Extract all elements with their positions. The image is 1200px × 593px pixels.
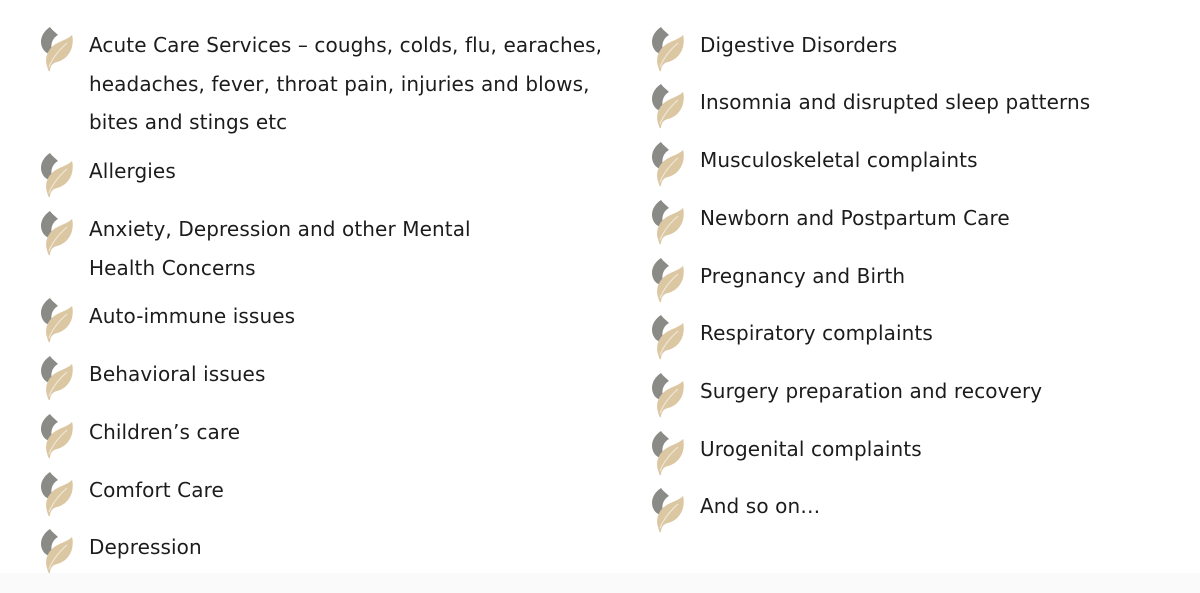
list-item-label: Respiratory complaints — [700, 321, 933, 345]
leaf-flame-icon — [649, 487, 685, 533]
leaf-flame-icon — [38, 355, 74, 401]
list-item-label: Surgery preparation and recovery — [700, 379, 1043, 403]
list-item — [38, 471, 629, 510]
list-item — [649, 372, 1200, 411]
leaf-flame-icon — [649, 257, 685, 303]
leaf-flame-icon — [38, 297, 74, 343]
leaf-flame-icon — [38, 26, 74, 72]
list-item-label: Allergies — [89, 159, 176, 183]
list-item — [38, 528, 629, 567]
leaf-flame-icon — [649, 430, 685, 476]
list-item — [38, 355, 629, 394]
list-item-label: Digestive Disorders — [700, 33, 898, 57]
list-item-label: Depression — [89, 535, 202, 559]
list-item-label: Acute Care Services – coughs, colds, flu, earaches, headaches, fever, throat pain, injuries and blows, bites and stings etc — [89, 33, 603, 134]
list-item-label: Auto-immune issues — [89, 304, 296, 328]
leaf-flame-icon — [649, 83, 685, 129]
leaf-flame-icon — [649, 141, 685, 187]
list-item — [649, 199, 1200, 238]
list-item-label: Children’s care — [89, 420, 241, 444]
leaf-flame-icon — [38, 413, 74, 459]
list-item — [649, 83, 1200, 122]
list-item-label: Behavioral issues — [89, 362, 266, 386]
list-item-label: Newborn and Postpartum Care — [700, 206, 1010, 230]
list-item — [38, 210, 629, 287]
list-item — [38, 413, 629, 452]
list-item — [649, 314, 1200, 353]
list-item-label: Pregnancy and Birth — [700, 264, 906, 288]
page-bottom-band — [0, 573, 1200, 593]
leaf-flame-icon — [649, 314, 685, 360]
list-item — [649, 487, 1200, 526]
leaf-flame-icon — [38, 528, 74, 574]
list-item — [649, 430, 1200, 469]
list-item — [649, 26, 1200, 65]
leaf-flame-icon — [38, 152, 74, 198]
list-item — [649, 257, 1200, 296]
list-item-label: Musculoskeletal complaints — [700, 148, 978, 172]
list-item — [38, 26, 629, 142]
list-item — [649, 141, 1200, 180]
list-item — [38, 297, 629, 336]
leaf-flame-icon — [649, 26, 685, 72]
list-item-label: And so on… — [700, 494, 821, 518]
leaf-flame-icon — [649, 199, 685, 245]
leaf-flame-icon — [38, 471, 74, 517]
list-item-label: Insomnia and disrupted sleep patterns — [700, 90, 1091, 114]
list-item-label: Urogenital complaints — [700, 437, 922, 461]
list-item-label: Anxiety, Depression and other Mental Health Concerns — [89, 217, 471, 280]
leaf-flame-icon — [38, 210, 74, 256]
list-item — [38, 152, 629, 191]
leaf-flame-icon — [649, 372, 685, 418]
list-item-label: Comfort Care — [89, 478, 224, 502]
